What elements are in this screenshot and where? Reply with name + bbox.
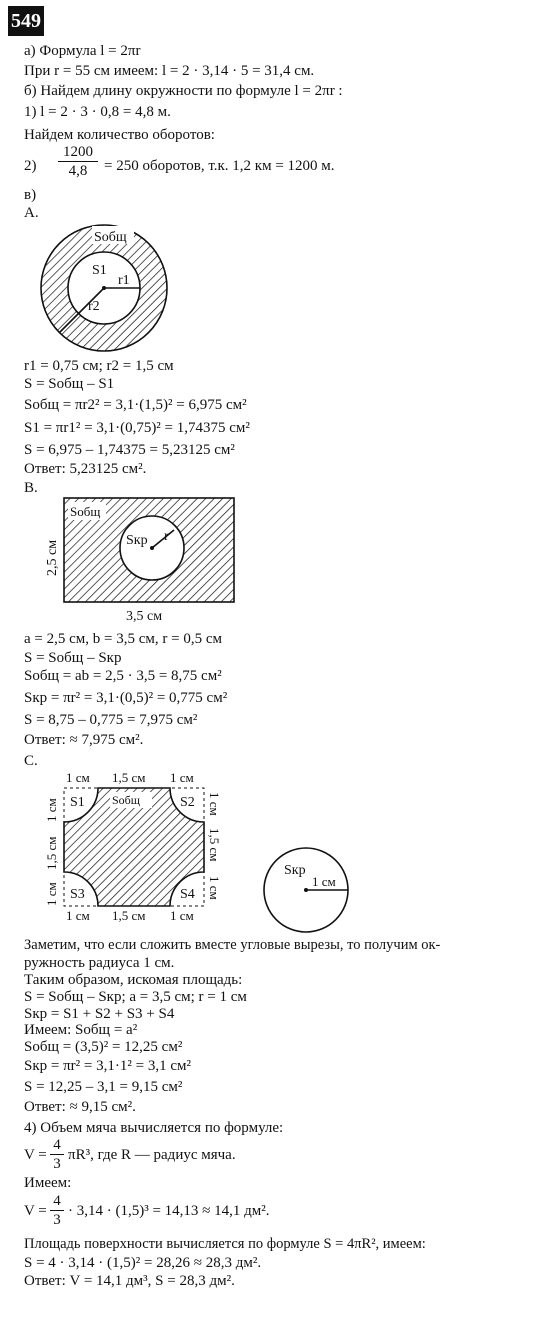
section-c-heading: C. [24, 753, 38, 769]
left-label-3: 1 см [44, 882, 59, 906]
figure-c-square [40, 766, 220, 924]
label-r: r [164, 529, 169, 544]
part-b-formula: б) Найдем длину окружности по формуле l = 2πr : [24, 83, 343, 99]
a-line-5: S = 6,975 – 1,74375 = 5,23125 см² [24, 442, 235, 458]
left-label-2: 1,5 см [44, 836, 59, 870]
c-line-8: Sкр = πr² = 3,1·1² = 3,1 см² [24, 1058, 191, 1074]
part-4-surface-calc: S = 4 · 3,14 · (1,5)² = 28,26 ≈ 28,3 дм². [24, 1255, 262, 1271]
part-4-formula-rest: πR³, где R — радиус мяча. [68, 1147, 236, 1163]
figure-b-rectangle [40, 494, 240, 624]
b-line-4: Sкр = πr² = 3,1·(0,5)² = 0,775 см² [24, 690, 228, 706]
right-label-3: 1 см [207, 876, 222, 900]
b-line-5: S = 8,75 – 0,775 = 7,975 см² [24, 712, 198, 728]
figure-c-circle [262, 846, 352, 936]
part-4-formula-fraction [50, 1136, 64, 1173]
bottom-label-1: 1 см [66, 908, 90, 923]
part-4-surface: Площадь поверхности вычисляется по формуле S = 4πR², имеем: [24, 1236, 426, 1252]
label-r2: r2 [88, 299, 100, 314]
b-answer: Ответ: ≈ 7,975 см². [24, 732, 144, 748]
b-line-2: S = Sобщ – Sкр [24, 650, 122, 666]
label-s-total: Sобщ [94, 230, 127, 245]
part-a-calc: При r = 55 см имеем: l = 2 · 3,14 · 5 = 31,4 см. [24, 63, 315, 79]
figure-a-annulus [38, 222, 170, 354]
fraction-denominator: 4,8 [58, 161, 98, 180]
a-line-4: S1 = πr1² = 3,1·(0,75)² = 1,74375 см² [24, 420, 250, 436]
part-v-label: в) [24, 187, 37, 203]
c-line-2: ружность радиуса 1 см. [24, 955, 175, 971]
label-s2: S2 [180, 795, 195, 810]
c-line-6: Имеем: Sобщ = a² [24, 1022, 138, 1038]
fraction-denominator: 3 [50, 1210, 64, 1229]
left-label-1: 1 см [44, 798, 59, 822]
label-r1: r1 [118, 273, 130, 288]
center-dot [102, 286, 106, 290]
a-answer: Ответ: 5,23125 см². [24, 461, 147, 477]
label-radius: 1 см [312, 874, 336, 889]
part-b-step2-result: = 250 оборотов, т.к. 1,2 км = 1200 м. [104, 158, 335, 174]
part-b-step2-label: 2) [24, 158, 37, 174]
c-line-7: Sобщ = (3,5)² = 12,25 см² [24, 1039, 183, 1055]
part-b-fraction [58, 143, 98, 180]
center-dot [304, 888, 308, 892]
label-side-vertical: 2,5 см [45, 539, 60, 576]
bottom-label-3: 1 см [170, 908, 194, 923]
fraction-denominator: 3 [50, 1154, 64, 1173]
part-b-step1: 1) l = 2 · 3 · 0,8 = 4,8 м. [24, 104, 171, 120]
label-s-total: Sобщ [70, 504, 101, 519]
top-label-3: 1 см [170, 770, 194, 785]
c-line-5: Sкр = S1 + S2 + S3 + S4 [24, 1006, 175, 1022]
top-label-1: 1 см [66, 770, 90, 785]
c-line-9: S = 12,25 – 3,1 = 9,15 см² [24, 1079, 183, 1095]
c-line-1: Заметим, что если сложить вместе угловые вырезы, то получим ок- [24, 937, 441, 953]
label-s1: S1 [92, 263, 107, 278]
part-b-rotations-heading: Найдем количество оборотов: [24, 127, 215, 143]
right-label-2: 1,5 см [207, 828, 222, 862]
c-line-4: S = Sобщ – Sкр; a = 3,5 см; r = 1 см [24, 989, 247, 1005]
section-b-heading: B. [24, 480, 38, 496]
label-side-horizontal: 3,5 см [126, 609, 163, 624]
part-4-have: Имеем: [24, 1175, 72, 1191]
label-s1: S1 [70, 795, 85, 810]
b-line-3: Sобщ = ab = 2,5 · 3,5 = 8,75 см² [24, 668, 222, 684]
a-line-1: r1 = 0,75 см; r2 = 1,5 см [24, 358, 174, 374]
section-a-heading: A. [24, 205, 39, 221]
part-4-calc-fraction [50, 1192, 64, 1229]
part-4-answer: Ответ: V = 14,1 дм³, S = 28,3 дм². [24, 1273, 235, 1289]
b-line-1: a = 2,5 см, b = 3,5 см, r = 0,5 см [24, 631, 222, 647]
c-answer: Ответ: ≈ 9,15 см². [24, 1099, 136, 1115]
problem-number: 549 [8, 6, 44, 36]
part-4-formula-v: V = [24, 1147, 47, 1163]
part-4-calc-v: V = [24, 1203, 47, 1219]
center-dot [150, 546, 154, 550]
fraction-numerator: 1200 [63, 144, 93, 160]
fraction-numerator: 4 [53, 1137, 61, 1153]
a-line-3: Sобщ = πr2² = 3,1·(1,5)² = 6,975 см² [24, 397, 247, 413]
a-line-2: S = Sобщ – S1 [24, 376, 115, 392]
top-label-2: 1,5 см [112, 770, 146, 785]
right-label-1: 1 см [207, 792, 222, 816]
part-4-heading: 4) Объем мяча вычисляется по формуле: [24, 1120, 284, 1136]
label-s-total: Sобщ [112, 793, 141, 807]
c-line-3: Таким образом, искомая площадь: [24, 972, 243, 988]
label-s3: S3 [70, 887, 85, 902]
bottom-label-2: 1,5 см [112, 908, 146, 923]
label-s-kr: Sкр [284, 863, 306, 878]
part-a-formula: а) Формула l = 2πr [24, 43, 141, 59]
label-s-kr: Sкр [126, 533, 148, 548]
part-4-calc-rest: · 3,14 · (1,5)³ = 14,13 ≈ 14,1 дм². [68, 1203, 270, 1219]
fraction-numerator: 4 [53, 1193, 61, 1209]
label-s4: S4 [180, 887, 195, 902]
